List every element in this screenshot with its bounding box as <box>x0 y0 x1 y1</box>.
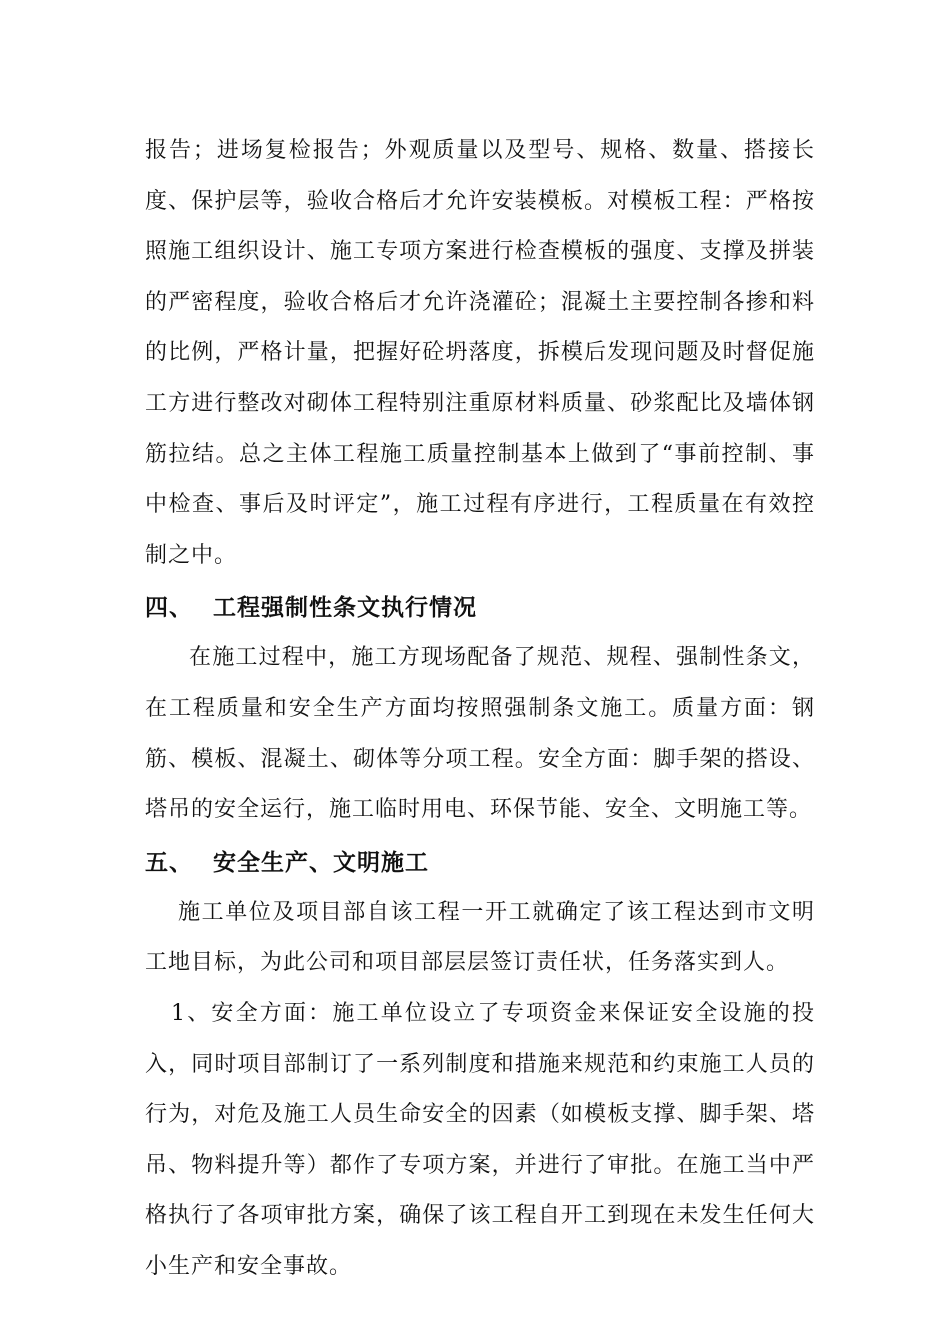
list-item-safety: 1、安全方面：施工单位设立了专项资金来保证安全设施的投入，同时项目部制订了一系列制度和措施来规范和约束施工人员的行为，对危及施工人员生命安全的因素（如模板支撑、脚手架、塔吊、物料提升等）都作了专项方案，并进行了审批。在施工当中严格执行了各项审批方案，确保了该工程自开工到现在未发生任何大小生产和安全事故。 <box>145 1000 815 1279</box>
paragraph-quality-control: 报告；进场复检报告；外观质量以及型号、规格、数量、搭接长度、保护层等，验收合格后才允许安装模板。对模板工程：严格按照施工组织设计、施工专项方案进行检查模板的强度、支撑及拼装的严密程度，验收合格后才允许浇灌砼；混凝土主要控制各掺和料的比例，严格计量，把握好砼坍落度，拆模后发现问题及时督促施工方进行整改对砌体工程特别注重原材料质量、砂浆配比及墙体钢筋拉结。总之主体工程施工质量控制基本上做到了“事前控制、事中检查、事后及时评定”，施工过程有序进行，工程质量在有效控制之中。 <box>145 138 815 568</box>
section-title-5: 安全生产、文明施工 <box>213 849 429 876</box>
paragraph-mandatory-provisions: 在施工过程中，施工方现场配备了规范、规程、强制性条文，在工程质量和安全生产方面均按照强制条文施工。质量方面：钢筋、模板、混凝土、砌体等分项工程。安全方面：脚手架的搭设、塔吊的安全运行，施工临时用电、环保节能、安全、文明施工等。 <box>145 645 815 823</box>
section-number-5: 五、 <box>145 849 193 876</box>
section-heading-5 <box>145 838 815 888</box>
section-heading-4 <box>145 583 815 633</box>
section-number-4: 四、 <box>145 595 193 622</box>
paragraph-civilized-site: 施工单位及项目部自该工程一开工就确定了该工程达到市文明工地目标，为此公司和项目部层层签订责任状，任务落实到人。 <box>145 899 815 976</box>
section-title-4: 工程强制性条文执行情况 <box>213 595 477 622</box>
document-page <box>145 126 815 1292</box>
